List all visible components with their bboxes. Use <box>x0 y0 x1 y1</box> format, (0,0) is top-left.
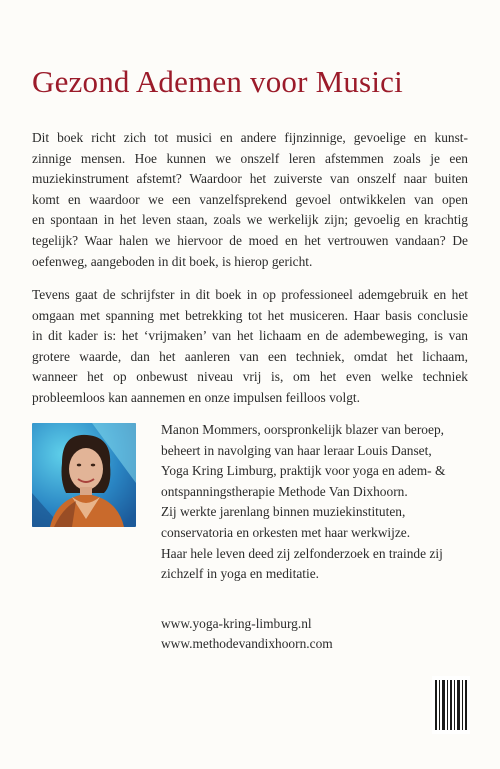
text-line: zinnige mensen. Hoe kunnen we onszelf leren afstemmen zoals je een <box>32 150 468 166</box>
text-line: probleemloos kan aannemen en onze impulsen feilloos volgt. <box>32 389 360 405</box>
bio-line: beheert in navolging van haar leraar Louis Danset, <box>161 442 432 458</box>
text-line: grotere waarde, dan het aanleren van een techniek, omdat het lichaam, <box>32 348 468 364</box>
link-methode-van-dixhoorn[interactable]: www.methodevandixhoorn.com <box>161 636 333 652</box>
author-bio <box>161 420 481 585</box>
description-paragraph-1 <box>32 128 468 272</box>
text-line: wanneer het op onbewust niveau vrij is, om het even welke techniek <box>32 369 468 385</box>
text-line: oefenweg, aangeboden in dit boek, is hierop gericht. <box>32 253 313 269</box>
bio-line: Zij werkte jarenlang binnen muziekinstituten, <box>161 504 406 520</box>
bio-line: Manon Mommers, oorspronkelijk blazer van beroep, <box>161 422 444 437</box>
text-line: Tevens gaat de schrijfster in dit boek in op professioneel ademgebruik en het <box>32 287 468 302</box>
text-line: tegelijk? Waar halen we hiervoor de moed en het vertrouwen vandaan? De <box>32 232 468 248</box>
book-title: Gezond Ademen voor Musici <box>32 64 403 99</box>
text-line: en spontaan in het leven staan, zoals we werkelijk zijn; gevoelig en krachtig <box>32 212 468 228</box>
text-line: omgaan met spanning met betrekking tot het musiceren. Haar basis conclusie <box>32 307 468 323</box>
text-line: muziekinstrument afstemt? Waardoor het zuiverste van onszelf naar buiten <box>32 171 468 187</box>
link-yoga-kring-limburg[interactable]: www.yoga-kring-limburg.nl <box>161 616 312 631</box>
bio-line: Haar hele leven deed zij zelfonderzoek en trainde zij <box>161 545 443 561</box>
bio-line: conservatoria en orkesten met haar werkwijze. <box>161 524 411 540</box>
bio-line: zichzelf in yoga en meditatie. <box>161 566 320 582</box>
bio-line: ontspanningstherapie Methode Van Dixhoorn. <box>161 483 408 499</box>
website-links <box>161 614 333 655</box>
text-line: Dit boek richt zich tot musici en andere fijnzinnige, gevoelige en kunst- <box>32 130 468 145</box>
author-photo <box>32 423 136 527</box>
barcode <box>432 676 470 734</box>
text-line: komt en waardoor we een vanzelfsprekend gevoel ontwikkelen van open <box>32 191 468 207</box>
text-line: in dit kader is: het ‘vrijmaken’ van het lichaam en de adembeweging, is van <box>32 328 468 344</box>
bio-line: Yoga Kring Limburg, praktijk voor yoga en adem- & <box>161 463 446 479</box>
description-paragraph-2 <box>32 285 468 409</box>
